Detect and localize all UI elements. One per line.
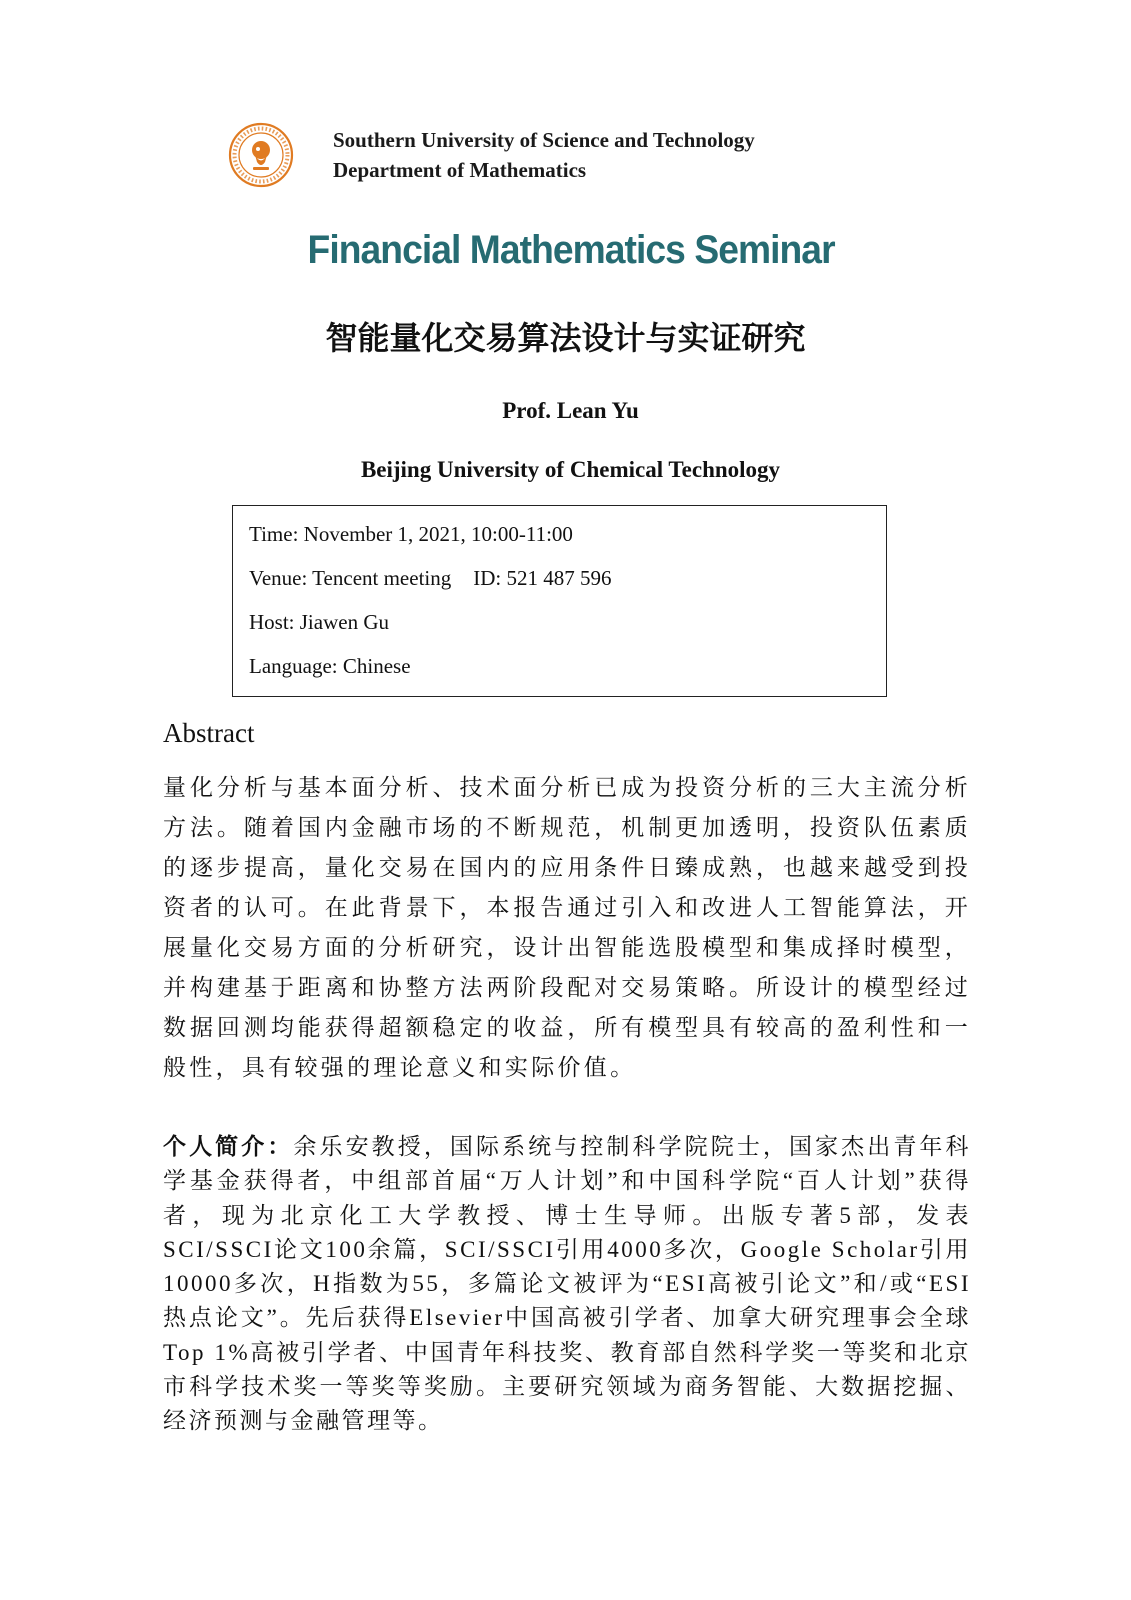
- talk-title: 智能量化交易算法设计与实证研究: [325, 320, 806, 356]
- seminar-title: Financial Mathematics Seminar: [307, 228, 835, 272]
- abstract-heading: Abstract: [163, 718, 255, 748]
- abstract-text: 量化分析与基本面分析、技术面分析已成为投资分析的三大主流分析方法。随着国内金融市场的不断规范，机制更加透明，投资队伍素质的逐步提高，量化交易在国内的应用条件日臻成熟，也越来越受到投资者的认可。在此背景下，本报告通过引入和改进人工智能算法，开展量化交易方面的分析研究，设计出智能选股模型和集成择时模型，并构建基于距离和协整方法两阶段配对交易策略。所设计的模型经过数据回测均能获得超额稳定的收益，所有模型具有较高的盈利性和一般性，具有较强的理论意义和实际价值。: [163, 775, 971, 1080]
- event-venue-row: [249, 556, 870, 600]
- university-logo: [228, 122, 294, 188]
- event-language: Language: Chinese: [249, 654, 411, 678]
- speaker-bio: [163, 1130, 971, 1439]
- event-time: Time: November 1, 2021, 10:00-11:00: [249, 522, 573, 546]
- university-name: Southern University of Science and Technology: [333, 128, 755, 152]
- speaker-name: Prof. Lean Yu: [502, 398, 639, 423]
- event-info-box: [232, 505, 887, 697]
- speaker-affiliation: Beijing University of Chemical Technology: [360, 457, 781, 482]
- department-name: Department of Mathematics: [333, 158, 587, 182]
- event-host: Host: Jiawen Gu: [249, 610, 389, 634]
- bio-label: 个人简介：: [163, 1134, 294, 1159]
- bio-text: 余乐安教授，国际系统与控制科学院院士，国家杰出青年科学基金获得者，中组部首届“万人计划”和中国科学院“百人计划”获得者，现为北京化工大学教授、博士生导师。出版专著5部，发表SCI/SSCI论文100余篇，SCI/SSCI引用4000多次，Google Scholar引用10000多次，H指数为55，多篇论文被评为“ESI高被引论文”和/或“ESI热点论文”。先后获得Elsevier中国高被引学者、加拿大研究理事会全球Top 1%高被引学者、中国青年科技奖、教育部自然科学奖一等奖和北京市科学技术奖一等奖等奖励。主要研究领域为商务智能、大数据挖掘、经济预测与金融管理等。: [163, 1134, 972, 1434]
- institution-block: [333, 125, 755, 185]
- header: [228, 122, 755, 188]
- meeting-id: ID: 521 487 596: [473, 566, 612, 590]
- event-venue: Venue: Tencent meeting: [249, 566, 452, 590]
